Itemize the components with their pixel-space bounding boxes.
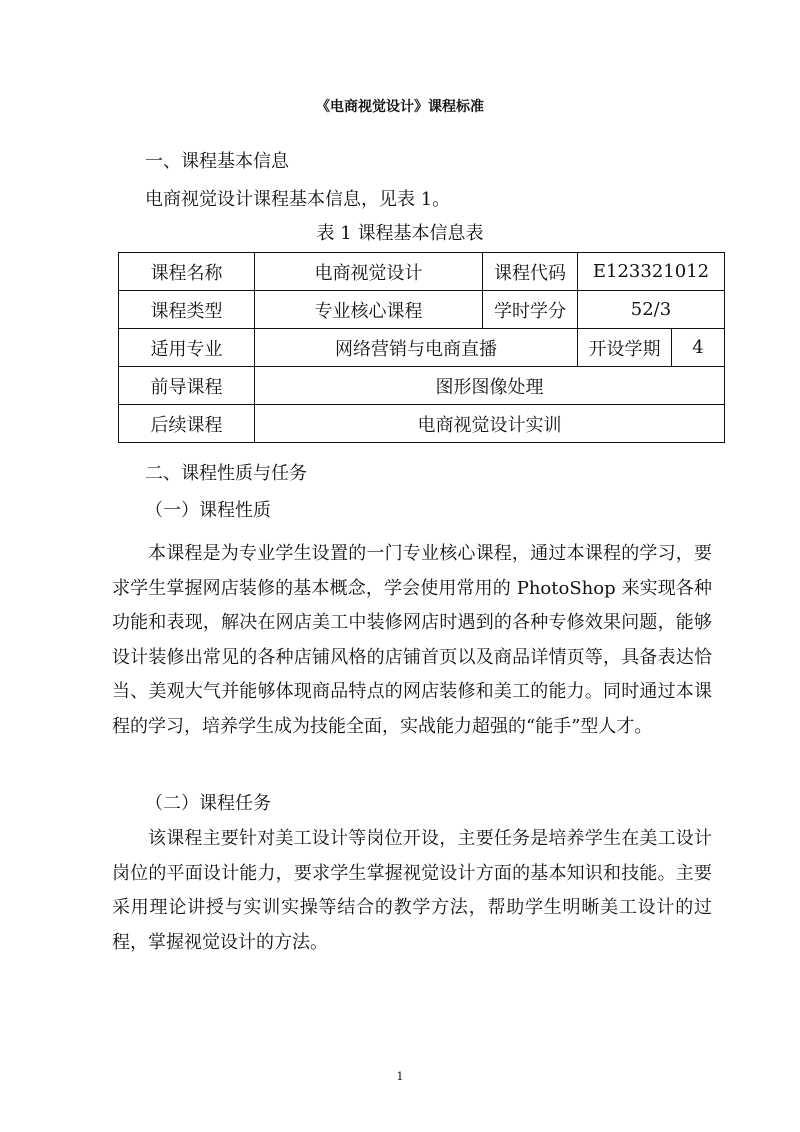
document-title: 《电商视觉设计》课程标准 [316,99,484,115]
cell-value: 图形图像处理 [255,367,725,405]
cell-label: 课程名称 [119,253,255,291]
table-row [119,329,725,367]
table-row [119,291,725,329]
page-number: 1 [396,1070,404,1083]
cell-value: 网络营销与电商直播 [255,329,578,367]
subsection2-body [112,822,712,960]
section1-heading: 一、课程基本信息 [145,151,289,172]
cell-label: 学时学分 [483,291,578,329]
course-info-table [118,252,725,443]
table-row [119,367,725,405]
cell-value: 专业核心课程 [255,291,483,329]
cell-value: 电商视觉设计 [255,253,483,291]
table-row [119,253,725,291]
subsection2-heading: （二）课程任务 [145,793,271,814]
subsection1-body [112,537,712,744]
semester-group [578,329,725,367]
cell-label: 适用专业 [119,329,255,367]
table-caption: 表 1 课程基本信息表 [316,223,484,244]
cell-label: 课程代码 [483,253,578,291]
cell-value: 电商视觉设计实训 [255,405,725,443]
section2-heading: 二、课程性质与任务 [145,463,307,484]
section1-intro: 电商视觉设计课程基本信息，见表 1。 [145,189,451,210]
cell-label: 前导课程 [119,367,255,405]
subsection1-heading: （一）课程性质 [145,500,271,521]
cell-label: 后续课程 [119,405,255,443]
table-row [119,405,725,443]
cell-value: 52/3 [578,291,725,329]
paragraph: 该课程主要针对美工设计等岗位开设，主要任务是培养学生在美工设计岗位的平面设计能力，要求学生掌握视觉设计方面的基本知识和技能。主要采用理论讲授与实训实操等结合的教学方法，帮助学生明晰美工设计的过程，掌握视觉设计的方法。 [112,828,712,953]
cell-value: 4 [692,337,704,358]
cell-label: 开设学期 [578,329,672,366]
cell-label: 课程类型 [119,291,255,329]
paragraph: 本课程是为专业学生设置的一门专业核心课程，通过本课程的学习，要求学生掌握网店装修的基本概念，学会使用常用的 PhotoShop 来实现各种功能和表现，解决在网店美工中装修网店时遇到的各种专修效果问题，能够设计装修出常见的各种店铺风格的店铺首页以及商品详情页等，具备表达恰当、美观大气并能够体现商品特点的网店装修和美工的能力。同时通过本课程的学习，培养学生成为技能全面，实战能力超强的“能手”型人才。 [112,543,712,737]
cell-value: E123321012 [578,253,725,291]
